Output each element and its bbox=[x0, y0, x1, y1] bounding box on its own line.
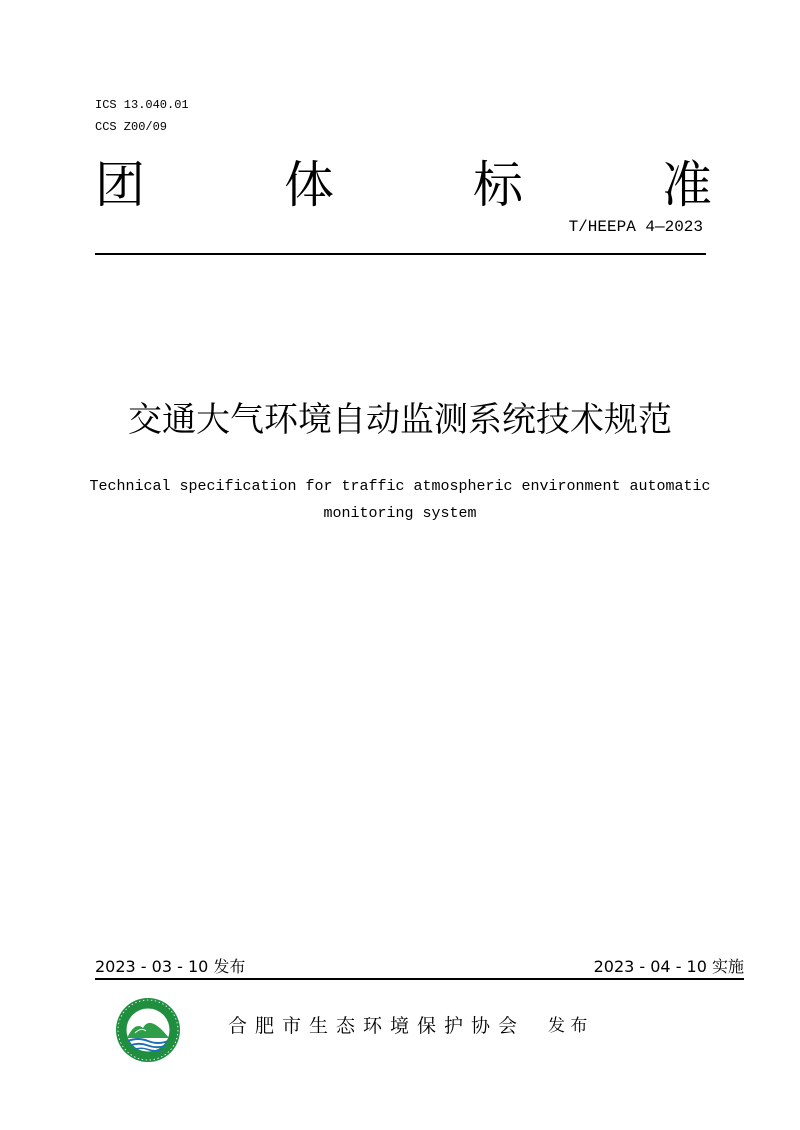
ccs-code: CCS Z00/09 bbox=[95, 120, 168, 134]
publisher-action: 发 布 bbox=[548, 1016, 588, 1036]
standard-type-char: 标 bbox=[473, 156, 523, 214]
document-title-english-line2: monitoring system bbox=[323, 505, 477, 522]
publisher-name: 合肥市生态环境保护协会 bbox=[228, 1015, 526, 1037]
standard-number: T/HEEPA 4—2023 bbox=[568, 218, 703, 236]
association-logo-icon bbox=[113, 997, 183, 1063]
standard-type-char: 团 bbox=[95, 156, 145, 214]
standard-type-char: 准 bbox=[662, 156, 712, 214]
header-divider bbox=[95, 253, 706, 255]
publish-date: 2023 - 03 - 10 发布 bbox=[95, 957, 246, 976]
document-title-english-line1: Technical specification for traffic atmospheric environment automatic bbox=[89, 478, 711, 495]
ics-code: ICS 13.040.01 bbox=[95, 98, 189, 112]
document-title-chinese: 交通大气环境自动监测系统技术规范 bbox=[128, 400, 672, 440]
footer-divider bbox=[95, 978, 744, 980]
standard-type-heading bbox=[95, 156, 712, 214]
standard-type-char: 体 bbox=[284, 156, 334, 214]
implementation-date: 2023 - 04 - 10 实施 bbox=[593, 957, 744, 976]
